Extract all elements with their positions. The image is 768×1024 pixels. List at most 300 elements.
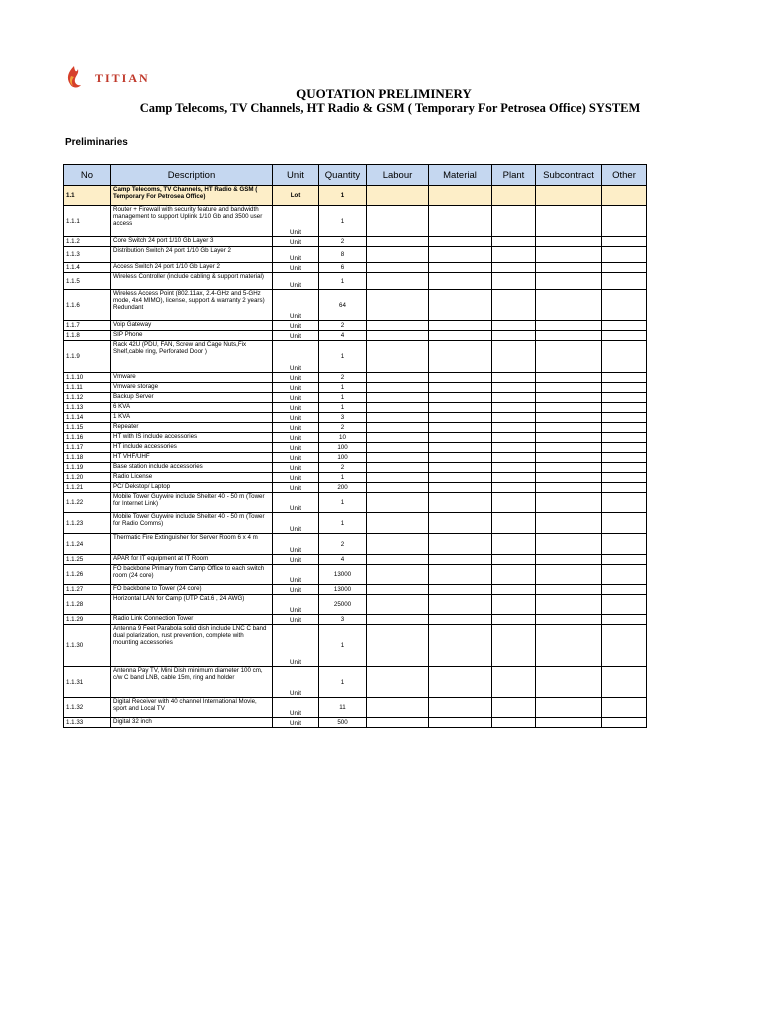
- cell-no: 1.1.25: [64, 555, 111, 565]
- cell-labour: [367, 513, 429, 534]
- cell-no: 1.1.6: [64, 290, 111, 321]
- cell-quantity: 13000: [319, 585, 367, 595]
- cell-unit: Unit: [273, 341, 319, 373]
- cell-labour: [367, 625, 429, 667]
- cell-plant: [492, 373, 536, 383]
- cell-labour: [367, 206, 429, 237]
- cell-subcontract: [536, 463, 602, 473]
- cell-subcontract: [536, 206, 602, 237]
- cell-no: 1.1: [64, 186, 111, 206]
- cell-plant: [492, 186, 536, 206]
- cell-subcontract: [536, 698, 602, 718]
- cell-material: [429, 718, 492, 728]
- cell-description: Wireless Controller (include cabling & support material): [111, 273, 273, 290]
- cell-quantity: 2: [319, 373, 367, 383]
- cell-labour: [367, 290, 429, 321]
- cell-subcontract: [536, 513, 602, 534]
- cell-description: Wireless Access Point (802.11ax, 2.4-GHz and 5-GHz mode, 4x4 MIMO), license, support & warranty 2 years) Redundant: [111, 290, 273, 321]
- cell-material: [429, 667, 492, 698]
- cell-description: Antenna 9 Feet Parabola solid dish include LNC C band dual polarization, rust prevention, complete with mounting accessories: [111, 625, 273, 667]
- cell-plant: [492, 625, 536, 667]
- table-row: [64, 423, 647, 433]
- cell-subcontract: [536, 443, 602, 453]
- table-row: [64, 206, 647, 237]
- logo-text: TITIAN: [95, 71, 150, 85]
- cell-quantity: 2: [319, 534, 367, 555]
- cell-quantity: 8: [319, 247, 367, 263]
- cell-other: [602, 403, 647, 413]
- cell-subcontract: [536, 247, 602, 263]
- cell-material: [429, 206, 492, 237]
- table-row: [64, 585, 647, 595]
- cell-no: 1.1.8: [64, 331, 111, 341]
- cell-subcontract: [536, 263, 602, 273]
- cell-description: Radio Link Connection Tower: [111, 615, 273, 625]
- cell-description: Thermatic Fire Extinguisher for Server Room 6 x 4 m: [111, 534, 273, 555]
- cell-description: HT include accessories: [111, 443, 273, 453]
- cell-unit: Unit: [273, 423, 319, 433]
- cell-quantity: 1: [319, 341, 367, 373]
- cell-no: 1.1.5: [64, 273, 111, 290]
- cell-subcontract: [536, 565, 602, 585]
- cell-quantity: 4: [319, 331, 367, 341]
- section-label: Preliminaries: [65, 137, 128, 148]
- cell-subcontract: [536, 493, 602, 513]
- table-body: [64, 186, 647, 728]
- cell-quantity: 1: [319, 383, 367, 393]
- cell-quantity: 1: [319, 625, 367, 667]
- cell-material: [429, 393, 492, 403]
- cell-quantity: 1: [319, 273, 367, 290]
- cell-subcontract: [536, 290, 602, 321]
- cell-subcontract: [536, 321, 602, 331]
- cell-other: [602, 585, 647, 595]
- cell-labour: [367, 413, 429, 423]
- cell-other: [602, 423, 647, 433]
- table-row: [64, 341, 647, 373]
- cell-material: [429, 433, 492, 443]
- cell-other: [602, 453, 647, 463]
- table-row: [64, 263, 647, 273]
- cell-description: Access Switch 24 port 1/10 Gb Layer 2: [111, 263, 273, 273]
- cell-subcontract: [536, 585, 602, 595]
- cell-other: [602, 443, 647, 453]
- cell-unit: Unit: [273, 473, 319, 483]
- cell-subcontract: [536, 625, 602, 667]
- cell-no: 1.1.4: [64, 263, 111, 273]
- cell-plant: [492, 247, 536, 263]
- col-header-quantity: Quantity: [319, 165, 367, 186]
- cell-plant: [492, 555, 536, 565]
- cell-no: 1.1.12: [64, 393, 111, 403]
- cell-subcontract: [536, 341, 602, 373]
- cell-material: [429, 483, 492, 493]
- cell-quantity: 2: [319, 321, 367, 331]
- document-title: QUOTATION PRELIMINERY: [296, 86, 472, 101]
- cell-no: 1.1.22: [64, 493, 111, 513]
- table-row: [64, 321, 647, 331]
- cell-unit: Unit: [273, 273, 319, 290]
- cell-subcontract: [536, 331, 602, 341]
- cell-quantity: 1: [319, 493, 367, 513]
- table-row: [64, 565, 647, 585]
- cell-description: Mobile Tower Guywire include Shelter 40 - 50 m (Tower for Radio Comms): [111, 513, 273, 534]
- cell-quantity: 100: [319, 443, 367, 453]
- cell-other: [602, 393, 647, 403]
- cell-subcontract: [536, 423, 602, 433]
- cell-plant: [492, 483, 536, 493]
- table-row: [64, 383, 647, 393]
- cell-material: [429, 534, 492, 555]
- cell-no: 1.1.2: [64, 237, 111, 247]
- cell-other: [602, 625, 647, 667]
- cell-labour: [367, 273, 429, 290]
- cell-description: APAR for IT equipment at IT Room: [111, 555, 273, 565]
- cell-description: Core Switch 24 port 1/10 Gb Layer 3: [111, 237, 273, 247]
- cell-subcontract: [536, 534, 602, 555]
- cell-quantity: 2: [319, 423, 367, 433]
- cell-description: Voip Gateway: [111, 321, 273, 331]
- cell-description: HT VHF/UHF: [111, 453, 273, 463]
- cell-subcontract: [536, 453, 602, 463]
- cell-labour: [367, 321, 429, 331]
- cell-no: 1.1.27: [64, 585, 111, 595]
- cell-labour: [367, 423, 429, 433]
- cell-material: [429, 373, 492, 383]
- cell-other: [602, 247, 647, 263]
- cell-quantity: 3: [319, 413, 367, 423]
- cell-material: [429, 513, 492, 534]
- cell-quantity: 64: [319, 290, 367, 321]
- cell-labour: [367, 718, 429, 728]
- cell-material: [429, 595, 492, 615]
- cell-description: Router + Firewall with security feature and bandwidth management to support Uplink 1/10 Gb and 3500 user access: [111, 206, 273, 237]
- cell-no: 1.1.3: [64, 247, 111, 263]
- cell-material: [429, 493, 492, 513]
- cell-material: [429, 698, 492, 718]
- cell-unit: Unit: [273, 555, 319, 565]
- cell-plant: [492, 493, 536, 513]
- table-row: [64, 698, 647, 718]
- cell-other: [602, 433, 647, 443]
- cell-other: [602, 413, 647, 423]
- cell-no: 1.1.1: [64, 206, 111, 237]
- cell-unit: Unit: [273, 667, 319, 698]
- cell-labour: [367, 615, 429, 625]
- cell-unit: Unit: [273, 513, 319, 534]
- col-header-material: Material: [429, 165, 492, 186]
- cell-other: [602, 667, 647, 698]
- cell-quantity: 1: [319, 186, 367, 206]
- table-row: [64, 331, 647, 341]
- cell-labour: [367, 534, 429, 555]
- cell-plant: [492, 393, 536, 403]
- cell-unit: Unit: [273, 625, 319, 667]
- cell-unit: Unit: [273, 534, 319, 555]
- cell-plant: [492, 433, 536, 443]
- cell-material: [429, 383, 492, 393]
- table-row: [64, 433, 647, 443]
- cell-quantity: 11: [319, 698, 367, 718]
- cell-quantity: 500: [319, 718, 367, 728]
- cell-other: [602, 273, 647, 290]
- table-row: [64, 373, 647, 383]
- cell-labour: [367, 565, 429, 585]
- cell-unit: Unit: [273, 206, 319, 237]
- cell-no: 1.1.31: [64, 667, 111, 698]
- table-row: [64, 555, 647, 565]
- cell-no: 1.1.24: [64, 534, 111, 555]
- cell-plant: [492, 206, 536, 237]
- table-header-row: [64, 165, 647, 186]
- cell-labour: [367, 403, 429, 413]
- cell-labour: [367, 237, 429, 247]
- cell-material: [429, 331, 492, 341]
- table-row: [64, 413, 647, 423]
- cell-other: [602, 263, 647, 273]
- cell-description: 6 KVA: [111, 403, 273, 413]
- table-row: [64, 493, 647, 513]
- cell-subcontract: [536, 273, 602, 290]
- cell-material: [429, 341, 492, 373]
- cell-material: [429, 423, 492, 433]
- cell-other: [602, 321, 647, 331]
- cell-labour: [367, 341, 429, 373]
- document-subtitle: Camp Telecoms, TV Channels, HT Radio & GSM ( Temporary For Petrosea Office) SYSTEM: [139, 101, 641, 115]
- col-header-subcontract: Subcontract: [536, 165, 602, 186]
- cell-no: 1.1.21: [64, 483, 111, 493]
- cell-labour: [367, 595, 429, 615]
- cell-plant: [492, 463, 536, 473]
- cell-description: Horizontal LAN for Camp (UTP Cat.6 , 24 AWG): [111, 595, 273, 615]
- cell-labour: [367, 263, 429, 273]
- cell-subcontract: [536, 403, 602, 413]
- cell-labour: [367, 186, 429, 206]
- cell-description: Digital 32 inch: [111, 718, 273, 728]
- cell-description: SIP Phone: [111, 331, 273, 341]
- cell-other: [602, 331, 647, 341]
- cell-other: [602, 513, 647, 534]
- cell-subcontract: [536, 555, 602, 565]
- cell-material: [429, 273, 492, 290]
- cell-other: [602, 718, 647, 728]
- cell-other: [602, 290, 647, 321]
- cell-other: [602, 341, 647, 373]
- cell-unit: Unit: [273, 331, 319, 341]
- cell-plant: [492, 237, 536, 247]
- cell-plant: [492, 383, 536, 393]
- cell-no: 1.1.13: [64, 403, 111, 413]
- cell-plant: [492, 443, 536, 453]
- cell-quantity: 10: [319, 433, 367, 443]
- cell-material: [429, 453, 492, 463]
- cell-no: 1.1.11: [64, 383, 111, 393]
- cell-plant: [492, 565, 536, 585]
- cell-unit: Unit: [273, 263, 319, 273]
- cell-unit: Unit: [273, 453, 319, 463]
- cell-subcontract: [536, 615, 602, 625]
- cell-other: [602, 186, 647, 206]
- cell-quantity: 1: [319, 206, 367, 237]
- cell-quantity: 200: [319, 483, 367, 493]
- cell-no: 1.1.16: [64, 433, 111, 443]
- cell-no: 1.1.28: [64, 595, 111, 615]
- cell-labour: [367, 247, 429, 263]
- cell-description: Antenna Pay TV, Mini Dish minimum diameter 100 cm, c/w C band LNB, cable 15m, ring and holder: [111, 667, 273, 698]
- cell-no: 1.1.26: [64, 565, 111, 585]
- cell-plant: [492, 615, 536, 625]
- cell-material: [429, 565, 492, 585]
- table-row: [64, 443, 647, 453]
- cell-no: 1.1.20: [64, 473, 111, 483]
- cell-unit: Unit: [273, 443, 319, 453]
- cell-plant: [492, 263, 536, 273]
- cell-labour: [367, 473, 429, 483]
- cell-quantity: 1: [319, 473, 367, 483]
- cell-no: 1.1.10: [64, 373, 111, 383]
- cell-quantity: 25000: [319, 595, 367, 615]
- cell-unit: Unit: [273, 383, 319, 393]
- cell-material: [429, 321, 492, 331]
- cell-subcontract: [536, 595, 602, 615]
- cell-subcontract: [536, 413, 602, 423]
- table-row: [64, 718, 647, 728]
- cell-description: FO backbone Primary from Camp Office to each switch room (24 core): [111, 565, 273, 585]
- cell-plant: [492, 667, 536, 698]
- cell-material: [429, 473, 492, 483]
- cell-labour: [367, 483, 429, 493]
- table-row: [64, 463, 647, 473]
- cell-labour: [367, 433, 429, 443]
- col-header-no: No: [64, 165, 111, 186]
- cell-unit: Unit: [273, 247, 319, 263]
- col-header-description: Description: [111, 165, 273, 186]
- cell-quantity: 1: [319, 513, 367, 534]
- cell-other: [602, 493, 647, 513]
- cell-other: [602, 373, 647, 383]
- cell-no: 1.1.30: [64, 625, 111, 667]
- cell-description: 1 KVA: [111, 413, 273, 423]
- cell-plant: [492, 473, 536, 483]
- cell-description: Distribution Switch 24 port 1/10 Gb Layer 2: [111, 247, 273, 263]
- table-row: [64, 453, 647, 463]
- cell-labour: [367, 383, 429, 393]
- cell-unit: Unit: [273, 403, 319, 413]
- cell-no: 1.1.9: [64, 341, 111, 373]
- col-header-unit: Unit: [273, 165, 319, 186]
- cell-quantity: 100: [319, 453, 367, 463]
- cell-no: 1.1.18: [64, 453, 111, 463]
- cell-plant: [492, 331, 536, 341]
- cell-unit: Unit: [273, 393, 319, 403]
- cell-plant: [492, 585, 536, 595]
- cell-material: [429, 247, 492, 263]
- cell-plant: [492, 513, 536, 534]
- cell-quantity: 4: [319, 555, 367, 565]
- cell-plant: [492, 718, 536, 728]
- cell-other: [602, 565, 647, 585]
- cell-material: [429, 413, 492, 423]
- cell-subcontract: [536, 237, 602, 247]
- cell-labour: [367, 585, 429, 595]
- cell-labour: [367, 393, 429, 403]
- cell-unit: Unit: [273, 698, 319, 718]
- cell-material: [429, 263, 492, 273]
- cell-labour: [367, 453, 429, 463]
- cell-material: [429, 463, 492, 473]
- cell-unit: Unit: [273, 321, 319, 331]
- table-row: [64, 513, 647, 534]
- cell-plant: [492, 453, 536, 463]
- cell-quantity: 6: [319, 263, 367, 273]
- cell-unit: Lot: [273, 186, 319, 206]
- cell-subcontract: [536, 373, 602, 383]
- cell-material: [429, 237, 492, 247]
- quotation-table: [63, 164, 647, 728]
- table-row: [64, 625, 647, 667]
- cell-unit: Unit: [273, 433, 319, 443]
- cell-other: [602, 595, 647, 615]
- cell-no: 1.1.32: [64, 698, 111, 718]
- cell-subcontract: [536, 483, 602, 493]
- cell-material: [429, 625, 492, 667]
- cell-no: 1.1.7: [64, 321, 111, 331]
- cell-subcontract: [536, 667, 602, 698]
- cell-quantity: 1: [319, 403, 367, 413]
- cell-labour: [367, 667, 429, 698]
- cell-description: Vmware: [111, 373, 273, 383]
- cell-description: FO backbone to Tower (24 core): [111, 585, 273, 595]
- cell-no: 1.1.15: [64, 423, 111, 433]
- cell-material: [429, 555, 492, 565]
- cell-other: [602, 206, 647, 237]
- table-row: [64, 393, 647, 403]
- cell-material: [429, 186, 492, 206]
- cell-labour: [367, 443, 429, 453]
- cell-unit: Unit: [273, 413, 319, 423]
- cell-labour: [367, 373, 429, 383]
- cell-material: [429, 443, 492, 453]
- cell-labour: [367, 555, 429, 565]
- cell-description: Camp Telecoms, TV Channels, HT Radio & GSM ( Temporary For Petrosea Office): [111, 186, 273, 206]
- cell-no: 1.1.17: [64, 443, 111, 453]
- cell-unit: Unit: [273, 718, 319, 728]
- cell-labour: [367, 698, 429, 718]
- cell-quantity: 1: [319, 667, 367, 698]
- cell-other: [602, 483, 647, 493]
- cell-unit: Unit: [273, 615, 319, 625]
- cell-description: Digital Receiver with 40 channel International Movie, sport and Local TV: [111, 698, 273, 718]
- table-row: [64, 273, 647, 290]
- table-row: [64, 595, 647, 615]
- cell-plant: [492, 595, 536, 615]
- cell-quantity: 1: [319, 393, 367, 403]
- table-row: [64, 534, 647, 555]
- cell-subcontract: [536, 393, 602, 403]
- cell-subcontract: [536, 433, 602, 443]
- cell-labour: [367, 493, 429, 513]
- cell-other: [602, 555, 647, 565]
- cell-no: 1.1.19: [64, 463, 111, 473]
- cell-description: Backup Server: [111, 393, 273, 403]
- cell-other: [602, 463, 647, 473]
- col-header-other: Other: [602, 165, 647, 186]
- table-row: [64, 247, 647, 263]
- cell-subcontract: [536, 473, 602, 483]
- table-row: [64, 615, 647, 625]
- cell-description: Repeater: [111, 423, 273, 433]
- cell-description: HT with IS include accessories: [111, 433, 273, 443]
